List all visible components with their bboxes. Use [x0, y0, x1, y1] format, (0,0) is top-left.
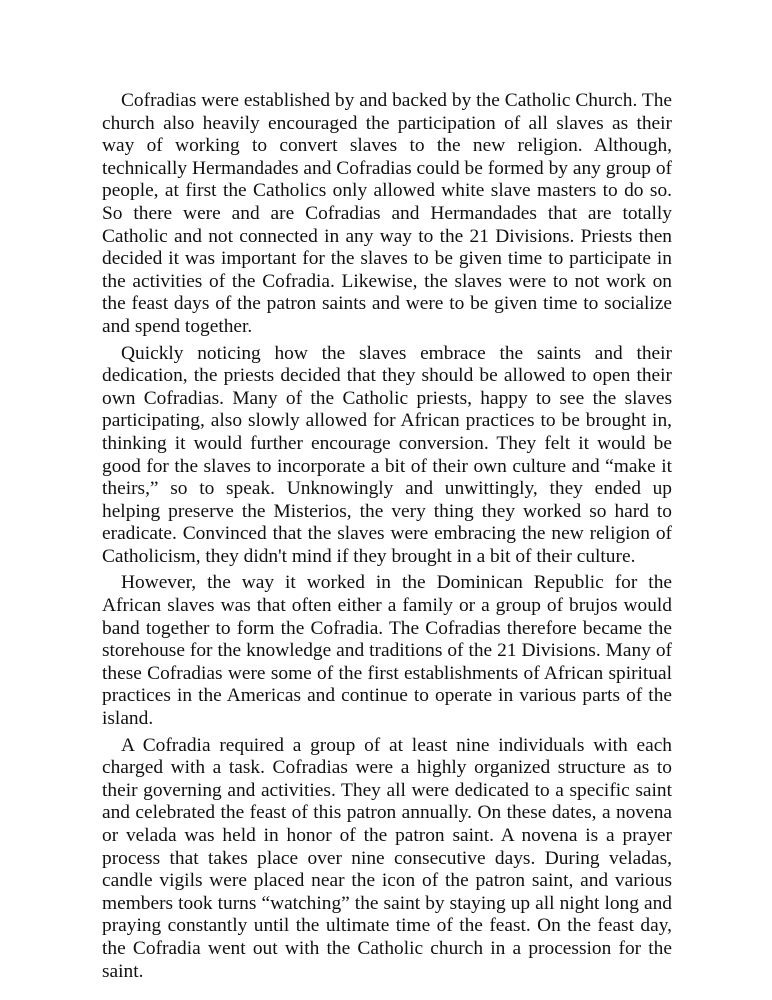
- document-page: [102, 90, 672, 987]
- paragraph-3: However, the way it worked in the Dominican Republic for the African slaves was that often either a family or a group of brujos would band together to form the Cofradia. The Cofradias therefore became the storehouse for the knowledge and traditions of the 21 Divisions. Many of these Cofradias were some of the first establishments of African spiritual practices in the Americas and continue to operate in various parts of the island.: [102, 572, 672, 730]
- paragraph-2: Quickly noticing how the slaves embrace the saints and their dedication, the priests decided that they should be allowed to open their own Cofradias. Many of the Catholic priests, happy to see the slaves participating, also slowly allowed for African practices to be brought in, thinking it would further encourage conversion. They felt it would be good for the slaves to incorporate a bit of their own culture and “make it theirs,” so to speak. Unknowingly and unwittingly, they ended up helping preserve the Misterios, the very thing they worked so hard to eradicate. Convinced that the slaves were embracing the new religion of Catholicism, they didn't mind if they brought in a bit of their culture.: [102, 342, 672, 567]
- paragraph-4: A Cofradia required a group of at least nine individuals with each charged with a task. Cofradias were a highly organized structure as to their governing and activities. They all were dedicated to a specific saint and celebrated the feast of this patron annually. On these dates, a novena or velada was held in honor of the patron saint. A novena is a prayer process that takes place over nine consecutive days. During veladas, candle vigils were placed near the icon of the patron saint, and various members took turns “watching” the saint by staying up all night long and praying constantly until the ultimate time of the feast. On the feast day, the Cofradia went out with the Catholic church in a procession for the saint.: [102, 734, 672, 982]
- paragraph-1: Cofradias were established by and backed by the Catholic Church. The church also heavily encouraged the participation of all slaves as their way of working to convert slaves to the new religion. Although, technically Hermandades and Cofradias could be formed by any group of people, at first the Catholics only allowed white slave masters to do so. So there were and are Cofradias and Hermandades that are totally Catholic and not connected in any way to the 21 Divisions. Priests then decided it was important for the slaves to be given time to participate in the activities of the Cofradia. Likewise, the slaves were to not work on the feast days of the patron saints and were to be given time to socialize and spend together.: [102, 90, 672, 337]
